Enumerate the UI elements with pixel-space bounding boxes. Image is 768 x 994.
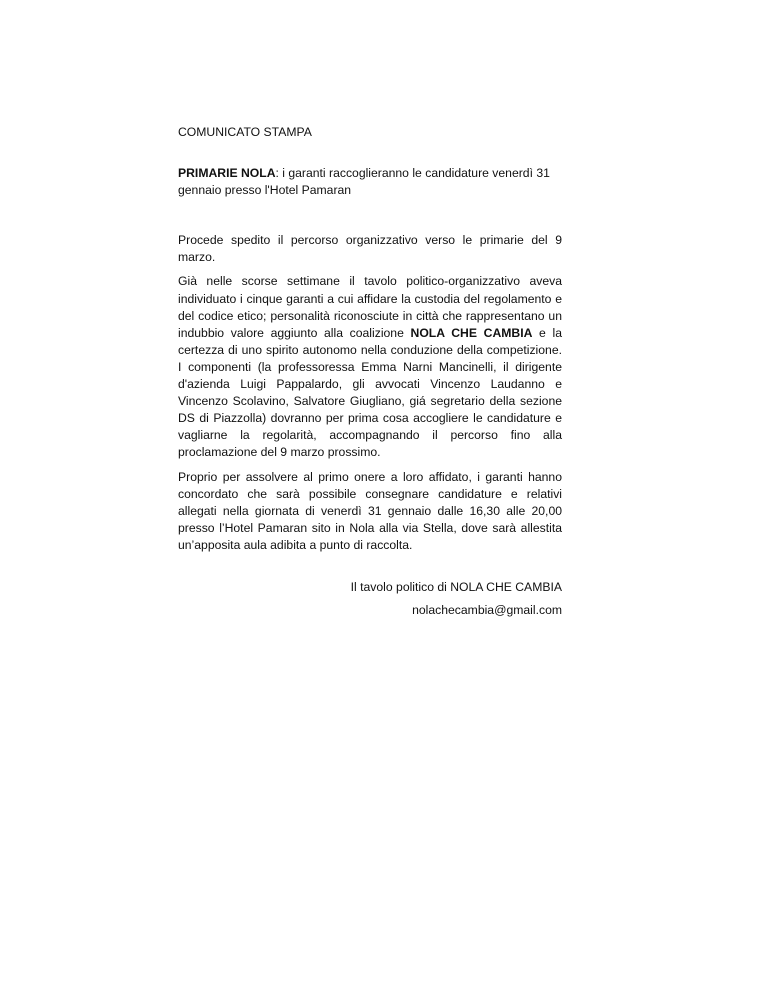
paragraph-candidature: Proprio per assolvere al primo onere a loro affidato, i garanti hanno concordato che sarà possibile consegnare candidature e relativi allegati nella giornata di venerdì 31 gennaio dalle 16,30 alle 20,00 presso l’Hotel Pamaran sito in Nola alla via Stella, dove sarà allestita un’apposita aula adibita a punto di raccolta. (178, 469, 562, 552)
paragraph-garanti (178, 273, 562, 461)
headline-rest: : i garanti raccoglieranno le candidature venerdì 31 gennaio presso l'Hotel Pamaran (178, 166, 550, 198)
document-body (178, 124, 562, 625)
contact-email: nolachecambia@gmail.com (412, 603, 562, 618)
coalition-name: NOLA CHE CAMBIA (410, 325, 533, 340)
headline-bold: PRIMARIE NOLA (178, 166, 276, 181)
paragraph-intro: Procede spedito il percorso organizzativo verso le primarie del 9 marzo. (178, 233, 562, 265)
headline (178, 165, 562, 199)
signature-line: Il tavolo politico di NOLA CHE CAMBIA (350, 579, 562, 594)
paragraph-garanti-part2: e la certezza di uno spirito autonomo nella conduzione della competizione. I componenti (la professoressa Emma Narni Mancinelli, il dirigente d'azienda Luigi Pappalardo, gli avvocati Vincenzo Laudanno e Vincenzo Scolavino, Salvatore Giugliano, giá segretario della sezione DS di Piazzolla) dovranno per prima cosa accogliere le candidature e vagliarne la regolarità, accompagnando il percorso fino alla proclamazione del 9 marzo prossimo. (178, 325, 562, 460)
paragraph-garanti-part1: Già nelle scorse settimane il tavolo politico-organizzativo aveva individuato i cinque garanti a cui affidare la custodia del regolamento e del codice etico; personalità riconosciute in città che rappresentano un indubbio valore aggiunto alla coalizione (178, 274, 562, 340)
document-label: COMUNICATO STAMPA (178, 125, 312, 139)
signature-block (178, 579, 562, 619)
